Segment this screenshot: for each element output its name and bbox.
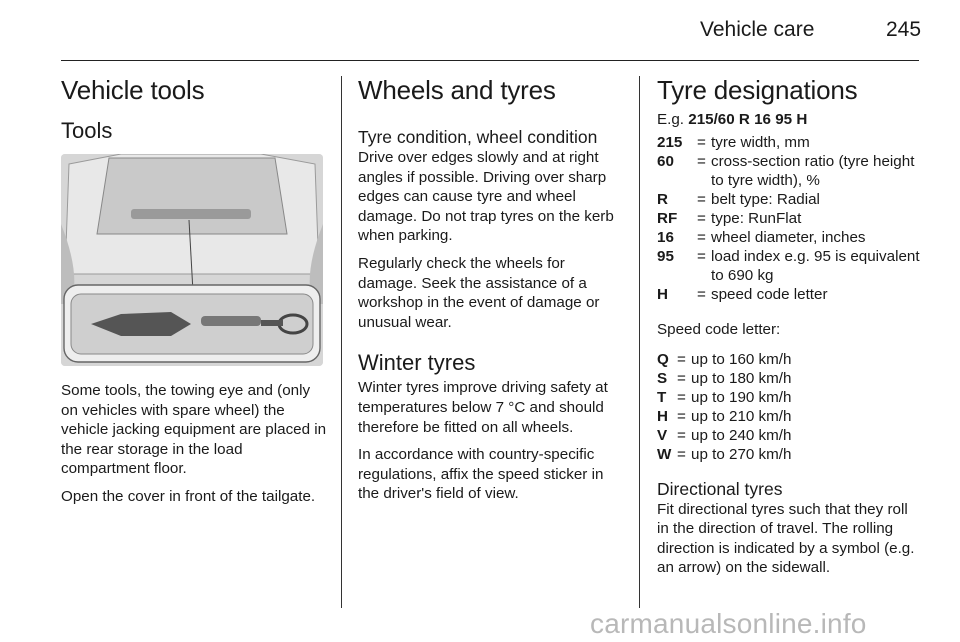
list-item: H = up to 210 km/h [657, 407, 792, 425]
header-rule [61, 60, 919, 61]
paragraph: Some tools, the towing eye and (only on vehicles with spare wheel) the vehicle jacking equipment are placed in the rear storage in the load compartment floor. [61, 382, 327, 478]
paragraph: Regularly check the wheels for damage. Seek the assistance of a workshop in the event of damage or unusual wear. [358, 254, 600, 331]
column-divider [341, 76, 342, 608]
paragraph: Winter tyres improve driving safety at temperatures below 7 °C and should therefore be fitted on all wheels. [358, 379, 608, 436]
sub-heading: Directional tyres [657, 478, 783, 499]
column-wheels-tyres [358, 70, 628, 512]
paragraph: Fit directional tyres such that they roll in the direction of travel. The rolling direction is indicated by a symbol (e.g. an arrow) on the sidewall. [657, 500, 915, 577]
column-divider [639, 76, 640, 608]
example-line [657, 110, 923, 129]
column-vehicle-tools [61, 70, 327, 515]
tools-illustration [61, 154, 323, 366]
list-item: S = up to 180 km/h [657, 369, 792, 387]
sub-heading: Tools [61, 118, 113, 143]
example-prefix: E.g. [657, 111, 689, 128]
list-item: 215 = tyre width, mm [657, 134, 810, 151]
tool-kit-image [61, 154, 323, 366]
section-heading: Vehicle tools [61, 75, 205, 105]
section-heading: Wheels and tyres [358, 75, 556, 105]
list-item: Q = up to 160 km/h [657, 350, 792, 368]
sub-heading: Tyre condition, wheel condition [358, 127, 598, 147]
list-item: V = up to 240 km/h [657, 426, 792, 444]
list-item: H = speed code letter [657, 286, 828, 303]
designation-list [657, 133, 923, 304]
paragraph: In accordance with country-specific regulations, affix the speed sticker in the driver's field of view. [358, 446, 604, 503]
sub-heading: Winter tyres [358, 350, 476, 376]
section-heading: Tyre designations [657, 75, 858, 105]
speed-code-list [657, 350, 923, 464]
column-tyre-designations [657, 70, 923, 586]
list-item: 95 = load index e.g. 95 is equivalent to 690 kg [657, 248, 920, 284]
list-item: T = up to 190 km/h [657, 388, 792, 406]
watermark: carmanualsonline.info [590, 608, 867, 639]
example-value: 215/60 R 16 95 H [688, 111, 808, 128]
list-item: W = up to 270 km/h [657, 445, 792, 463]
page-number: 245 [886, 18, 922, 41]
list-item: 16 = wheel diameter, inches [657, 229, 866, 246]
header-title: Vehicle care [700, 18, 815, 41]
list-item: RF = type: RunFlat [657, 210, 802, 227]
list-item: R = belt type: Radial [657, 191, 820, 208]
list-item: 60 = cross-section ratio (tyre height to tyre width), % [657, 153, 915, 189]
paragraph: Open the cover in front of the tailgate. [61, 487, 316, 505]
speed-label: Speed code letter: [657, 321, 781, 338]
paragraph: Drive over edges slowly and at right angles if possible. Driving over sharp edges can cause tyre and wheel damage. Do not trap tyres on the kerb when parking. [358, 149, 614, 245]
